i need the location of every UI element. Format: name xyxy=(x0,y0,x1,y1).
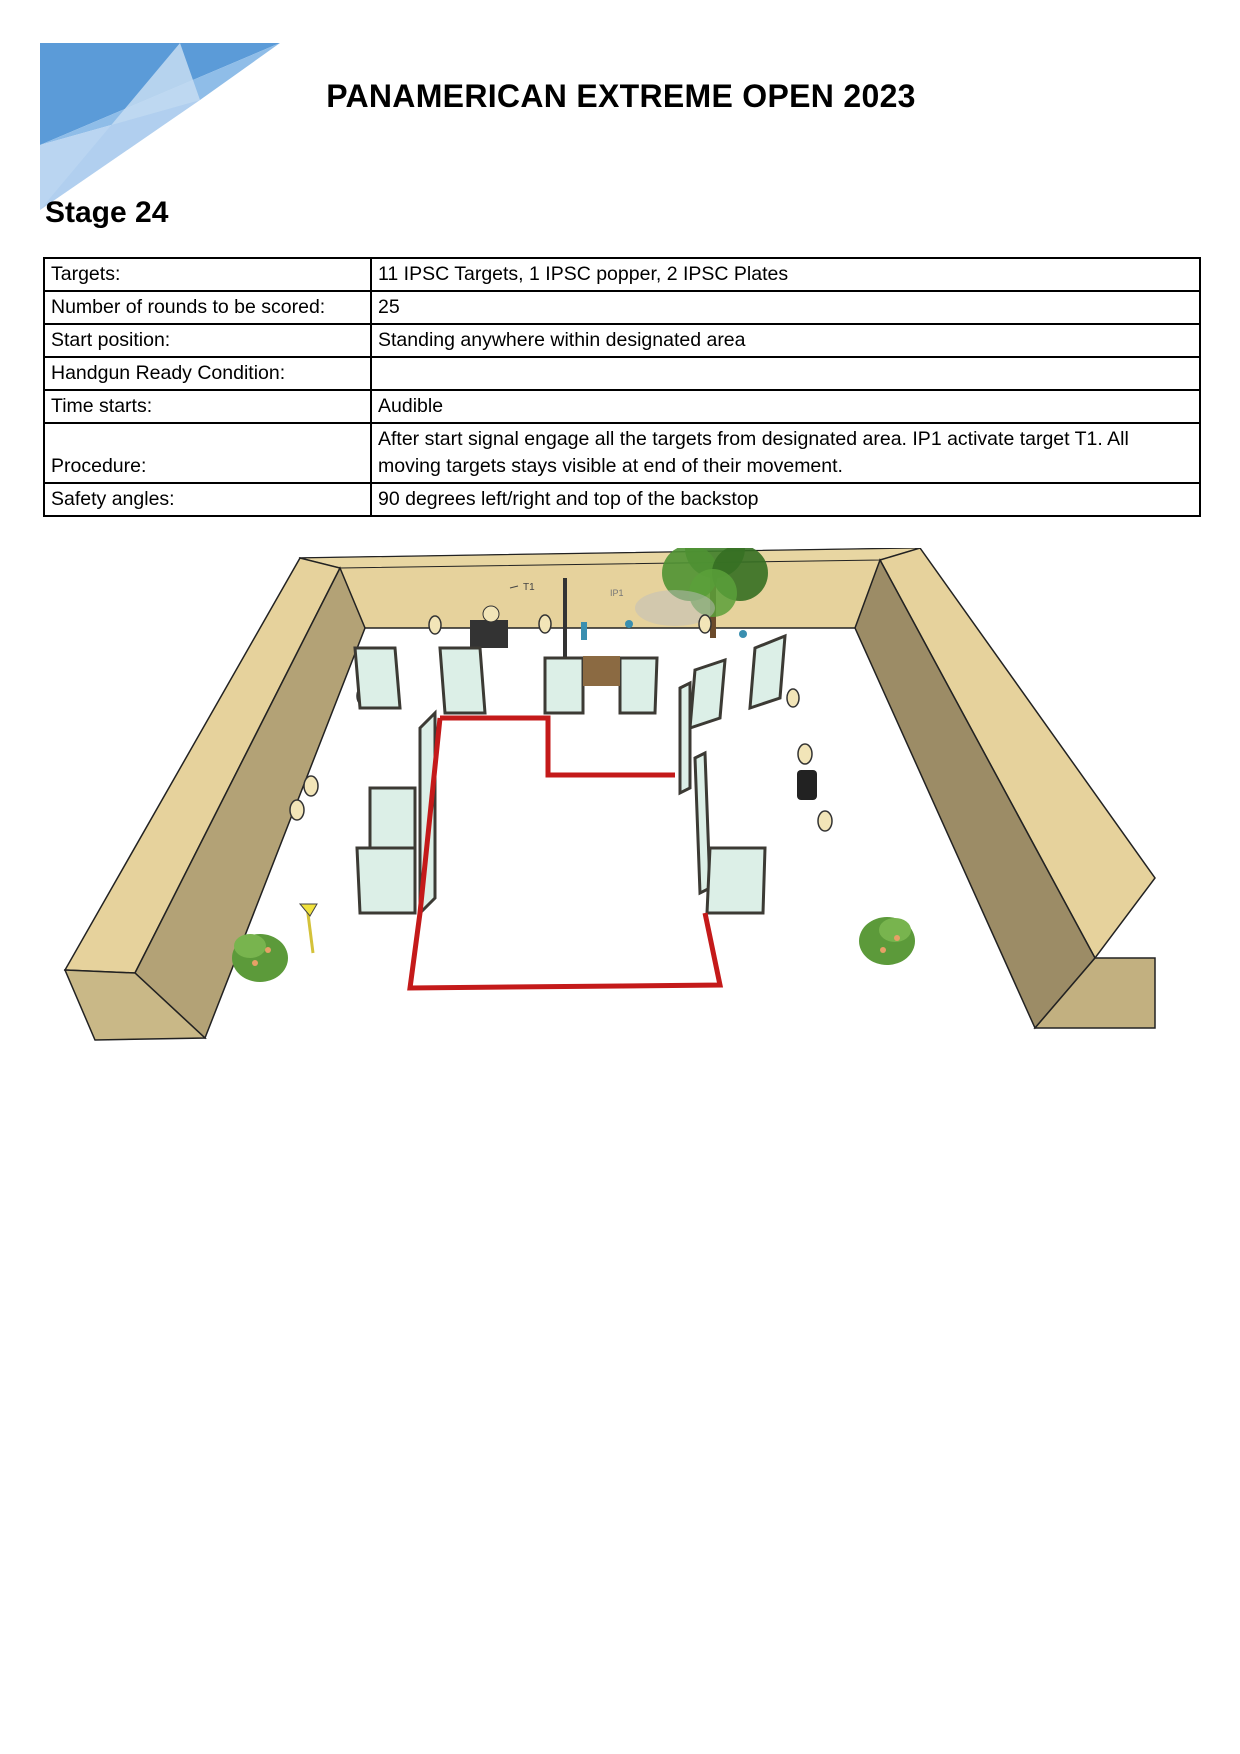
bush-left xyxy=(232,934,288,982)
row-value: After start signal engage all the targets from designated area. IP1 activate target T1. All moving targets stays visible at end of their movement. xyxy=(371,423,1200,483)
row-label: Handgun Ready Condition: xyxy=(44,357,371,390)
table-row xyxy=(44,357,1200,390)
t1-label: T1 xyxy=(523,582,535,593)
stage-title: Stage 24 xyxy=(45,196,169,229)
table-row xyxy=(44,423,1200,483)
row-label: Start position: xyxy=(44,324,371,357)
row-label: Number of rounds to be scored: xyxy=(44,291,371,324)
document-title: PANAMERICAN EXTREME OPEN 2023 xyxy=(326,78,916,114)
stage-info-table xyxy=(43,257,1201,517)
row-value: 25 xyxy=(371,291,1200,324)
row-value xyxy=(371,357,1200,390)
row-value: Standing anywhere within designated area xyxy=(371,324,1200,357)
t1-mover xyxy=(470,620,508,648)
row-label: Procedure: xyxy=(44,423,371,483)
row-value: Audible xyxy=(371,390,1200,423)
row-label: Safety angles: xyxy=(44,483,371,516)
table-row xyxy=(44,324,1200,357)
stage-diagram xyxy=(55,548,1165,1168)
ip1-label: IP1 xyxy=(610,588,624,598)
row-value: 90 degrees left/right and top of the backstop xyxy=(371,483,1200,516)
row-value: 11 IPSC Targets, 1 IPSC popper, 2 IPSC Plates xyxy=(371,258,1200,291)
row-label: Time starts: xyxy=(44,390,371,423)
row-label: Targets: xyxy=(44,258,371,291)
table-row xyxy=(44,390,1200,423)
table-row xyxy=(44,483,1200,516)
table-row xyxy=(44,258,1200,291)
table-row xyxy=(44,291,1200,324)
bush-right xyxy=(859,917,915,965)
